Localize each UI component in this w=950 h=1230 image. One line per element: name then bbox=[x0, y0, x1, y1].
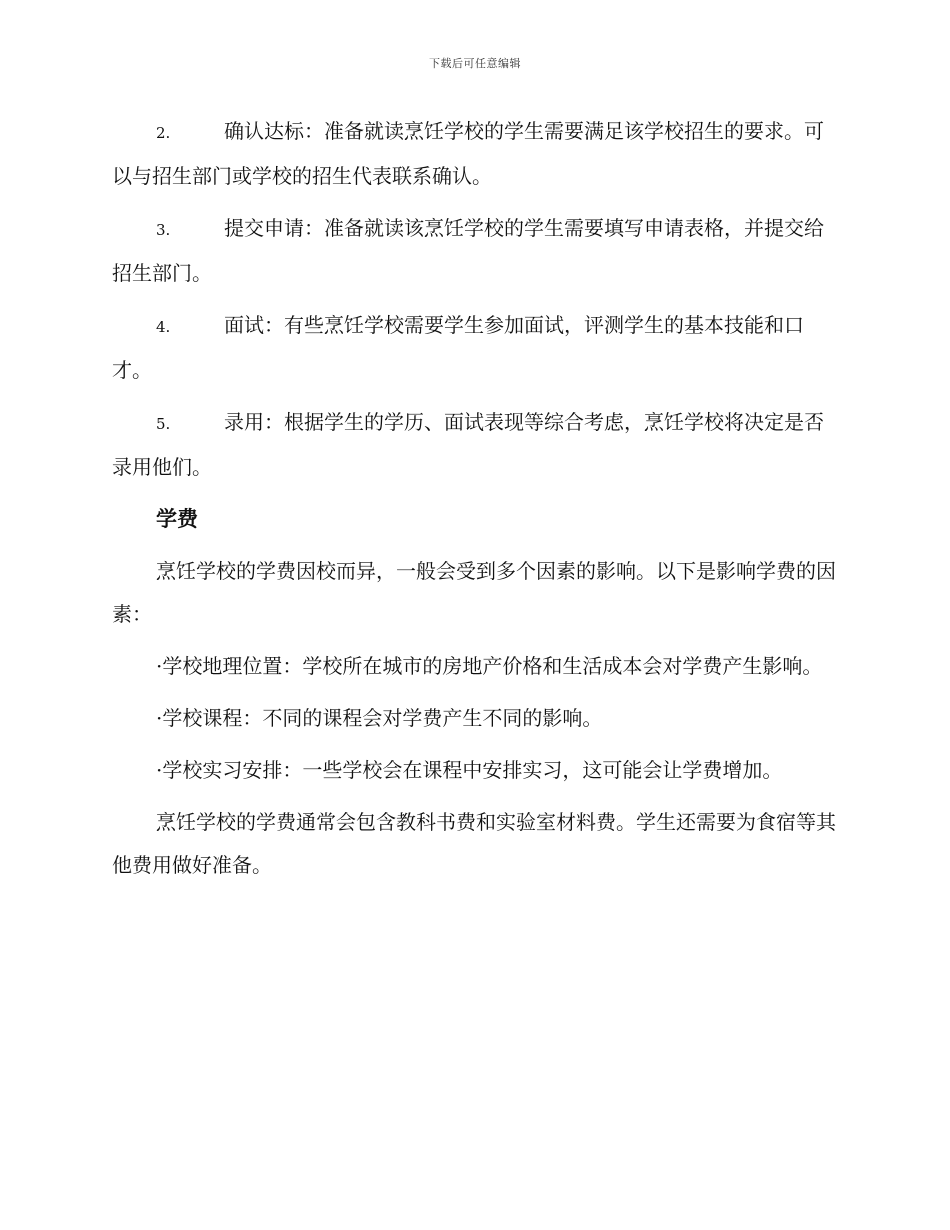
step-number: 3. bbox=[156, 221, 171, 239]
step-number: 2. bbox=[156, 124, 171, 142]
tuition-intro: 烹饪学校的学费因校而异，一般会受到多个因素的影响。以下是影响学费的因素： bbox=[112, 559, 836, 626]
step-item bbox=[112, 401, 837, 489]
document-body bbox=[112, 110, 837, 896]
tuition-closing: 烹饪学校的学费通常会包含教科书费和实验室材料费。学生还需要为食宿等其他费用做好准备。 bbox=[112, 810, 836, 877]
step-number: 5. bbox=[156, 415, 171, 433]
factor-text: 学校地理位置：学校所在城市的房地产价格和生活成本会对学费产生影响。 bbox=[162, 654, 823, 678]
bullet-icon: · bbox=[156, 758, 163, 782]
factor-item bbox=[112, 749, 837, 792]
factor-item bbox=[112, 697, 837, 740]
page-header: 下载后可任意编辑 bbox=[429, 57, 521, 70]
bullet-icon: · bbox=[156, 654, 163, 678]
section-heading-tuition: 学费 bbox=[156, 507, 198, 531]
step-text: 确认达标：准备就读烹饪学校的学生需要满足该学校招生的要求。可以与招生部门或学校的招生代表联系确认。 bbox=[112, 119, 824, 188]
factor-item bbox=[112, 645, 837, 688]
factor-text: 学校实习安排：一些学校会在课程中安排实习，这可能会让学费增加。 bbox=[162, 758, 783, 782]
bullet-icon: · bbox=[156, 706, 163, 730]
step-item bbox=[112, 110, 837, 198]
step-text: 面试：有些烹饪学校需要学生参加面试，评测学生的基本技能和口才。 bbox=[112, 313, 804, 382]
step-item bbox=[112, 207, 837, 295]
step-item bbox=[112, 304, 837, 392]
step-text: 录用：根据学生的学历、面试表现等综合考虑，烹饪学校将决定是否录用他们。 bbox=[112, 410, 824, 479]
step-number: 4. bbox=[156, 318, 171, 336]
step-text: 提交申请：准备就读该烹饪学校的学生需要填写申请表格，并提交给招生部门。 bbox=[112, 216, 824, 285]
factor-text: 学校课程：不同的课程会对学费产生不同的影响。 bbox=[162, 706, 603, 730]
